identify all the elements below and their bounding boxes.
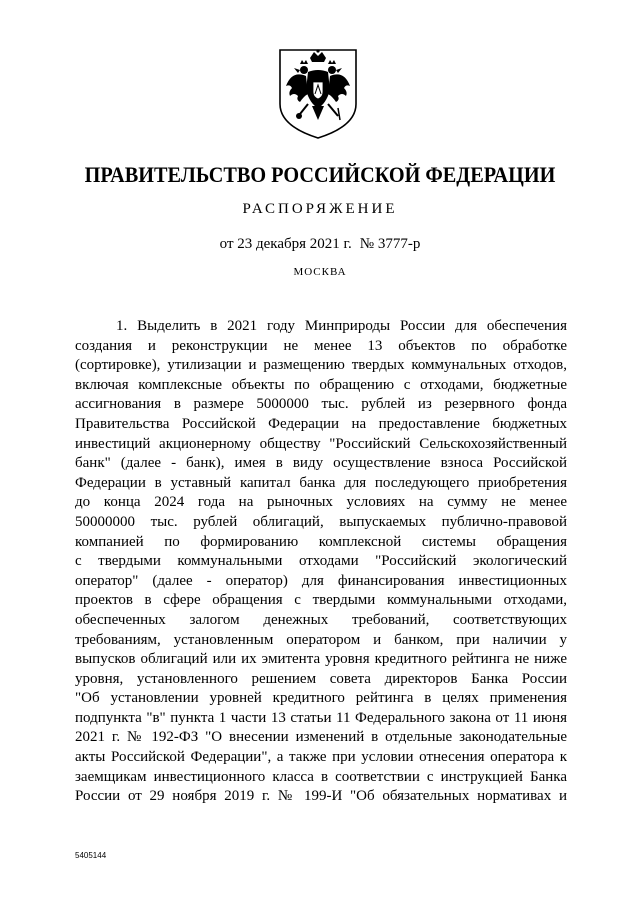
body-line: России от 29 ноября 2019 г. № 199-И "Об обязательных нормативах и: [75, 788, 567, 805]
body-line: (сортировке), утилизации и размещению твердых коммунальных отходов,: [75, 357, 567, 374]
body-line: включая комплексные объекты по обращению с отходами, бюджетные: [75, 376, 567, 393]
coat-of-arms-icon: [274, 46, 362, 142]
body-line: банк" (далее - банк), имея в виду осуществление взноса Российской: [75, 455, 567, 472]
body-line: обеспеченных залогом денежных требований, соответствующих: [75, 611, 567, 628]
document-type: РАСПОРЯЖЕНИЕ: [242, 201, 398, 217]
body-line: оператор" (далее - оператор) для финансирования инвестиционных: [75, 572, 567, 589]
body-line: уровня, установленного решением совета директоров Банка России: [75, 670, 567, 687]
body-line: акты Российской Федерации", а также при условии отнесения оператора к: [75, 749, 567, 766]
body-line: Федерации в уставный капитал банка для последующего приобретения: [75, 474, 567, 491]
body-line: 1. Выделить в 2021 году Минприроды России для обеспечения: [116, 318, 567, 334]
body-line: инвестиций акционерному обществу "Российский Сельскохозяйственный: [75, 435, 567, 452]
body-line: "Об установлении уровней кредитного рейтинга в целях применения: [75, 690, 567, 707]
body-line: подпункта "в" пункта 1 части 13 статьи 11 Федерального закона от 11 июня: [75, 709, 567, 726]
body-line: создания и реконструкции не менее 13 объектов по обработке: [75, 337, 567, 354]
government-title: ПРАВИТЕЛЬСТВО РОССИЙСКОЙ ФЕДЕРАЦИИ: [84, 162, 556, 187]
body-line: компанией по формированию комплексной системы обращения: [75, 533, 567, 550]
document-date-number: [0, 236, 640, 253]
body-line: с твердыми коммунальными отходами "Российский экологический: [75, 553, 567, 570]
body-line: требованиям, установленным оператором и банком, при наличии у: [75, 631, 567, 648]
body-line: проектов в сфере обращения с твердыми коммунальными отходами,: [75, 592, 567, 609]
body-line: выпусков облигаций или их эмитента уровня кредитного рейтинга не ниже: [75, 651, 567, 668]
document-body: [75, 317, 567, 807]
body-line: 2021 г. № 192-ФЗ "О внесении изменений в отдельные законодательные: [75, 729, 567, 746]
body-line: Правительства Российской Федерации на предоставление бюджетных: [75, 415, 567, 432]
city: МОСКВА: [293, 266, 347, 278]
document-number: № 3777-р: [359, 236, 421, 252]
document-date: от 23 декабря 2021 г.: [219, 236, 352, 252]
document-code: 5405144: [75, 851, 107, 860]
body-line: заемщикам инвестиционного класса в соответствии с инструкцией Банка: [75, 768, 567, 785]
body-line: до конца 2024 года на рыночных условиях на сумму не менее: [75, 494, 567, 511]
body-line: 50000000 тыс. рублей облигаций, выпускаемых публично-правовой: [75, 513, 567, 530]
body-line: ассигнования в размере 5000000 тыс. рублей из резервного фонда: [75, 396, 567, 413]
